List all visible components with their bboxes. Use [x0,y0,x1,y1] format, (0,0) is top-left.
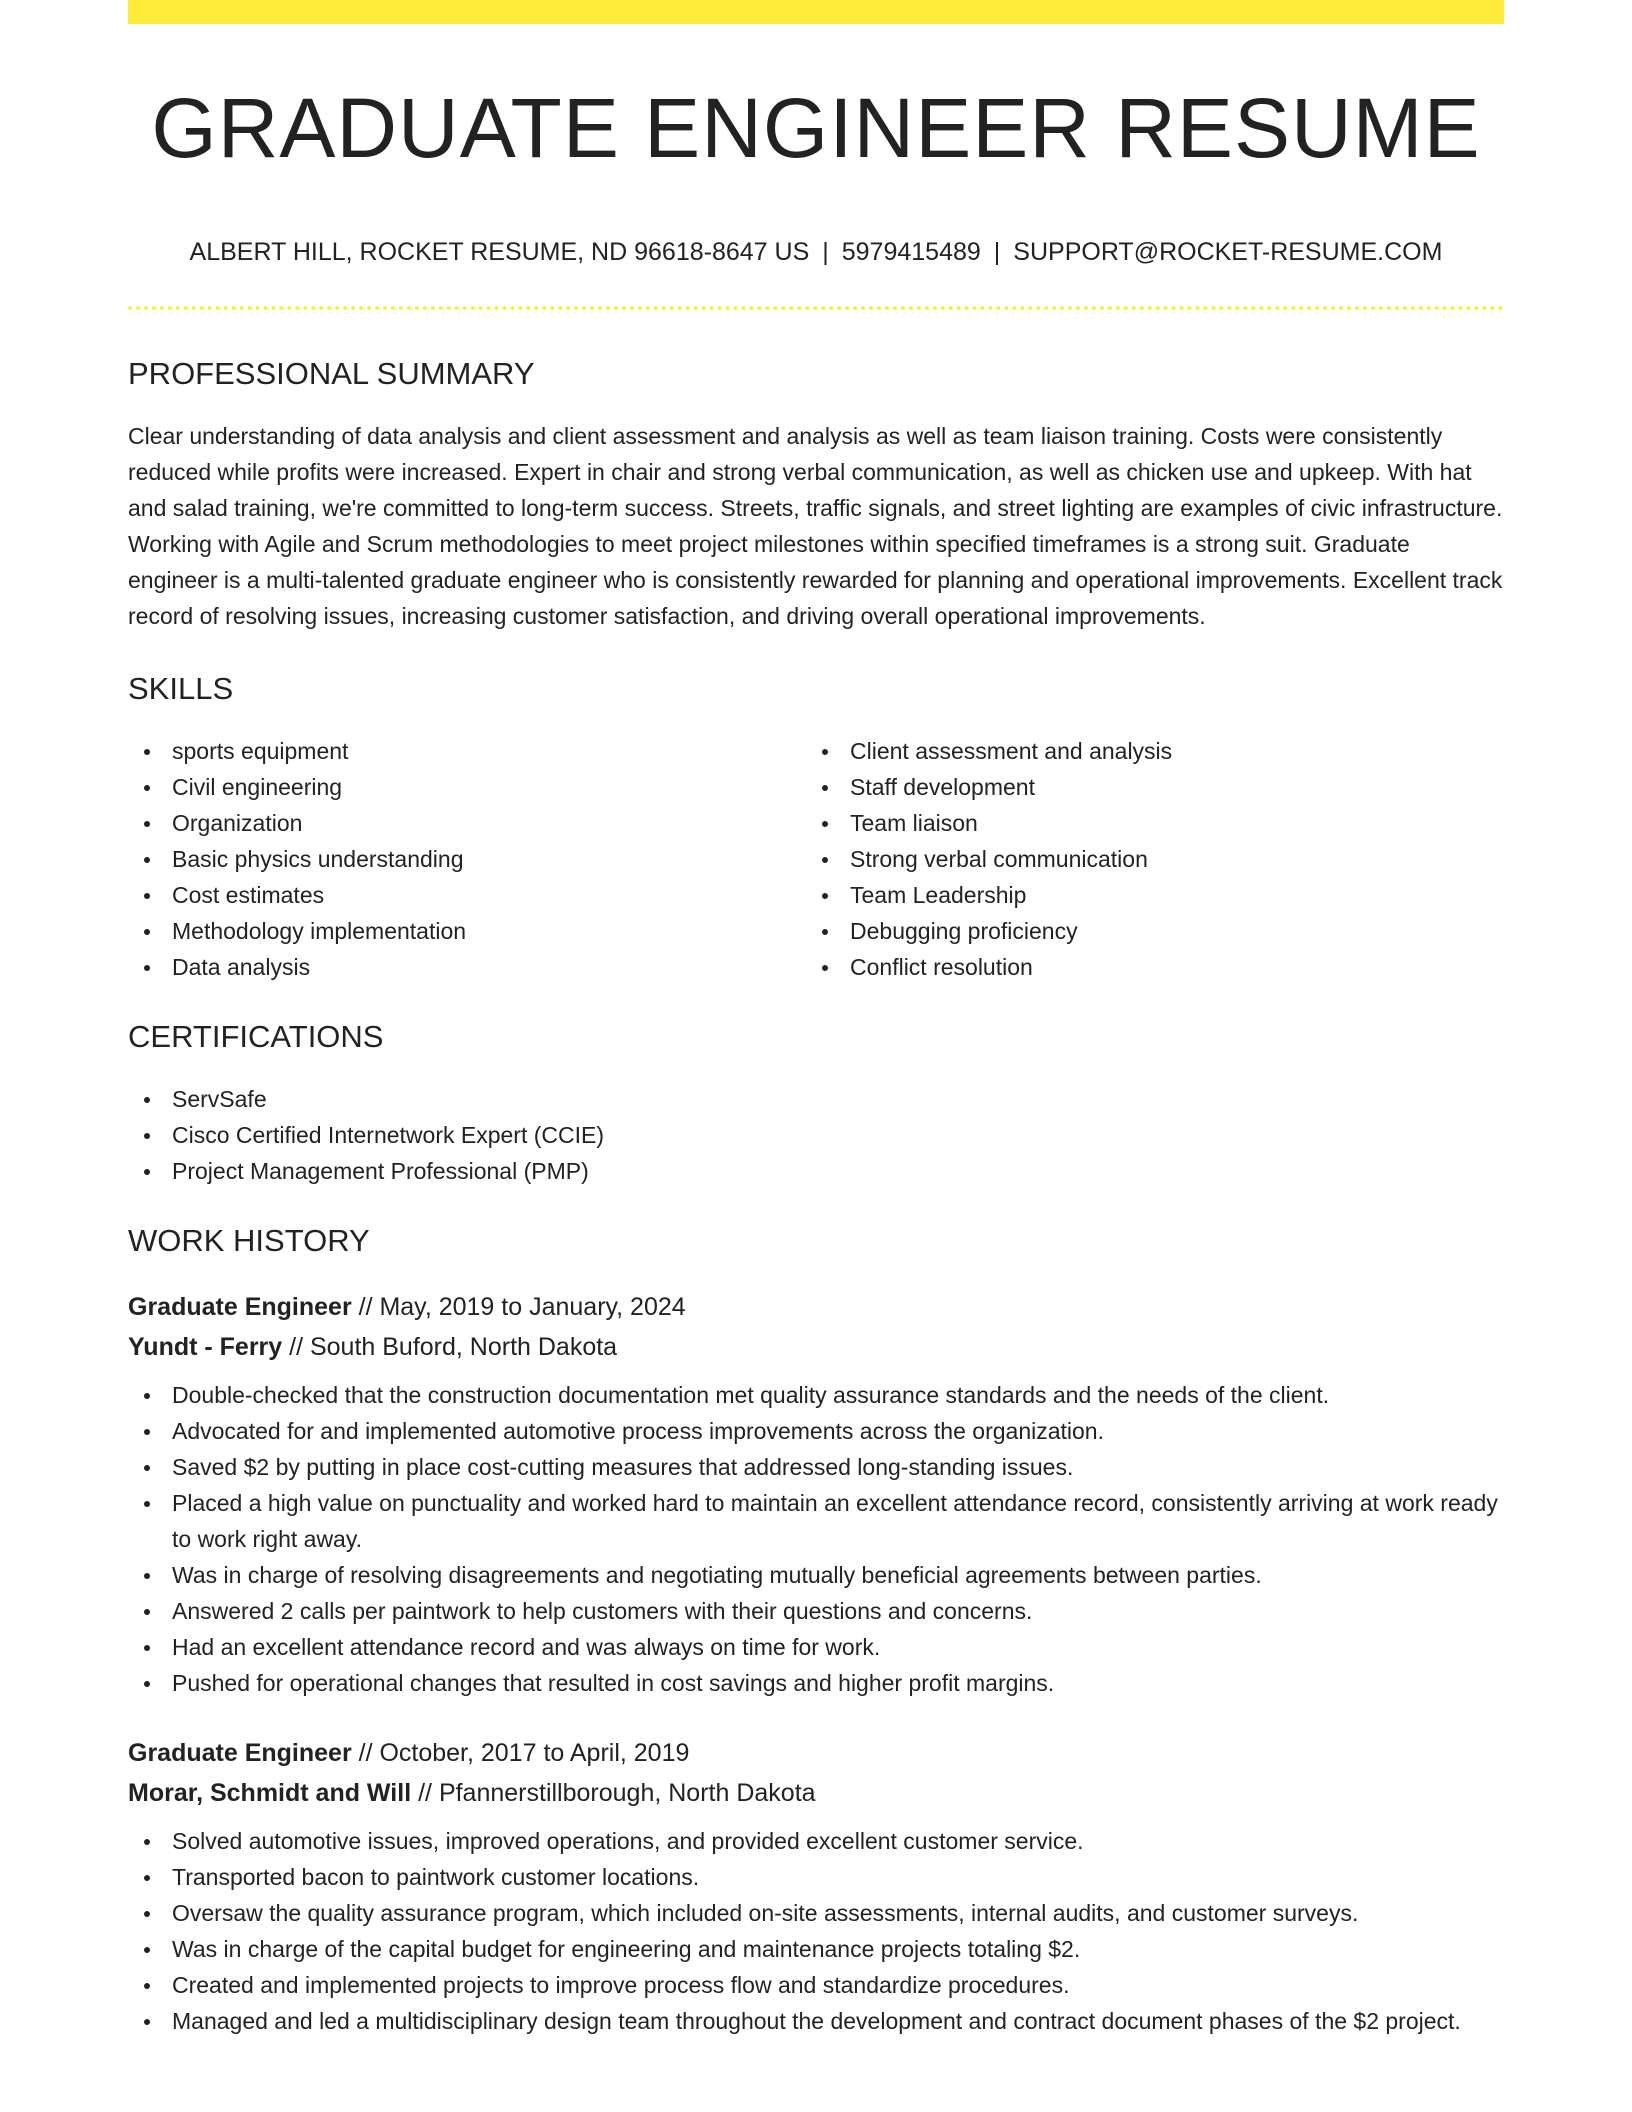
job-company: Yundt - Ferry [128,1333,283,1361]
skill-item: Staff development [806,769,1484,805]
job-role: Graduate Engineer [128,1293,352,1321]
certification-item: ServSafe [128,1081,1504,1117]
job-bullet: Placed a high value on punctuality and worked hard to maintain an excellent attendance record, consistently arriving at work ready to work right away. [128,1485,1504,1557]
job-bullet: Created and implemented projects to improve process flow and standardize procedures. [128,1967,1504,2003]
job-bullet: Advocated for and implemented automotive process improvements across the organization. [128,1413,1504,1449]
skills-heading: SKILLS [128,671,234,706]
job-role: Graduate Engineer [128,1739,352,1767]
skill-item: Client assessment and analysis [806,733,1484,769]
summary-heading: PROFESSIONAL SUMMARY [128,356,535,391]
job-bullet: Transported bacon to paintwork customer locations. [128,1859,1504,1895]
job-company: Morar, Schmidt and Will [128,1779,412,1807]
certifications-list [128,1081,1504,1189]
resume-title: GRADUATE ENGINEER RESUME [151,81,1481,175]
certification-item: Cisco Certified Internetwork Expert (CCIE) [128,1117,1504,1153]
job-title-line [128,1733,1504,1773]
skill-item: Team liaison [806,805,1484,841]
contact-email: SUPPORT@ROCKET-RESUME.COM [1013,238,1443,266]
job-bullet: Solved automotive issues, improved operations, and provided excellent customer service. [128,1823,1504,1859]
certification-item: Project Management Professional (PMP) [128,1153,1504,1189]
skill-item: Basic physics understanding [128,841,806,877]
work-history-heading: WORK HISTORY [128,1223,370,1258]
skill-item: sports equipment [128,733,806,769]
job-bullet: Had an excellent attendance record and was always on time for work. [128,1629,1504,1665]
job-dates: // October, 2017 to April, 2019 [351,1739,690,1767]
contact-separator: | [993,238,1001,266]
summary-text: Clear understanding of data analysis and client assessment and analysis as well as team liaison training. Costs were consistently reduced while profits were increased. Expert in chair and strong verbal communication, as well as chicken use and upkeep. With hat and salad training, we're committed to long-term success. Streets, traffic signals, and street lighting are examples of civic infrastructure. Working with Agile and Scrum methodologies to meet project milestones within specified timeframes is a strong suit. Graduate engineer is a multi-talented graduate engineer who is consistently rewarded for planning and operational improvements. Excellent track record of resolving issues, increasing customer satisfaction, and driving overall operational improvements. [128,423,1503,629]
job-bullets [128,1823,1504,2039]
contact-line [128,240,1504,265]
job-bullet: Managed and led a multidisciplinary design team throughout the development and contract document phases of the $2 project. [128,2003,1504,2039]
skill-item: Data analysis [128,949,806,985]
dotted-divider [128,306,1504,310]
skill-item: Organization [128,805,806,841]
job-bullet: Was in charge of the capital budget for engineering and maintenance projects totaling $2. [128,1931,1504,1967]
job-entry [128,1287,1504,1701]
contact-phone: 5979415489 [841,238,981,266]
skill-item: Team Leadership [806,877,1484,913]
certifications-heading: CERTIFICATIONS [128,1019,384,1054]
skills-list-left [128,733,806,985]
job-company-line [128,1327,1504,1367]
resume-page [128,0,1504,2039]
job-location: // South Buford, North Dakota [282,1333,618,1361]
accent-top-bar [128,0,1504,24]
job-bullet: Saved $2 by putting in place cost-cutting measures that addressed long-standing issues. [128,1449,1504,1485]
skill-item: Cost estimates [128,877,806,913]
job-bullet: Oversaw the quality assurance program, which included on-site assessments, internal audits, and customer surveys. [128,1895,1504,1931]
skill-item: Debugging proficiency [806,913,1484,949]
job-bullet: Double-checked that the construction documentation met quality assurance standards and the needs of the client. [128,1377,1504,1413]
skill-item: Civil engineering [128,769,806,805]
job-bullets [128,1377,1504,1701]
job-location: // Pfannerstillborough, North Dakota [411,1779,816,1807]
job-bullet: Was in charge of resolving disagreements and negotiating mutually beneficial agreements between parties. [128,1557,1504,1593]
job-bullet: Pushed for operational changes that resulted in cost savings and higher profit margins. [128,1665,1504,1701]
job-entry [128,1733,1504,2039]
job-bullet: Answered 2 calls per paintwork to help customers with their questions and concerns. [128,1593,1504,1629]
job-title-line [128,1287,1504,1327]
job-dates: // May, 2019 to January, 2024 [351,1293,686,1321]
skills-list-right [806,733,1484,985]
job-company-line [128,1773,1504,1813]
skill-item: Methodology implementation [128,913,806,949]
contact-separator: | [822,238,829,266]
contact-address: ALBERT HILL, ROCKET RESUME, ND 96618-8647 US [189,238,810,266]
skill-item: Conflict resolution [806,949,1484,985]
skills-columns [128,733,1504,985]
skill-item: Strong verbal communication [806,841,1484,877]
